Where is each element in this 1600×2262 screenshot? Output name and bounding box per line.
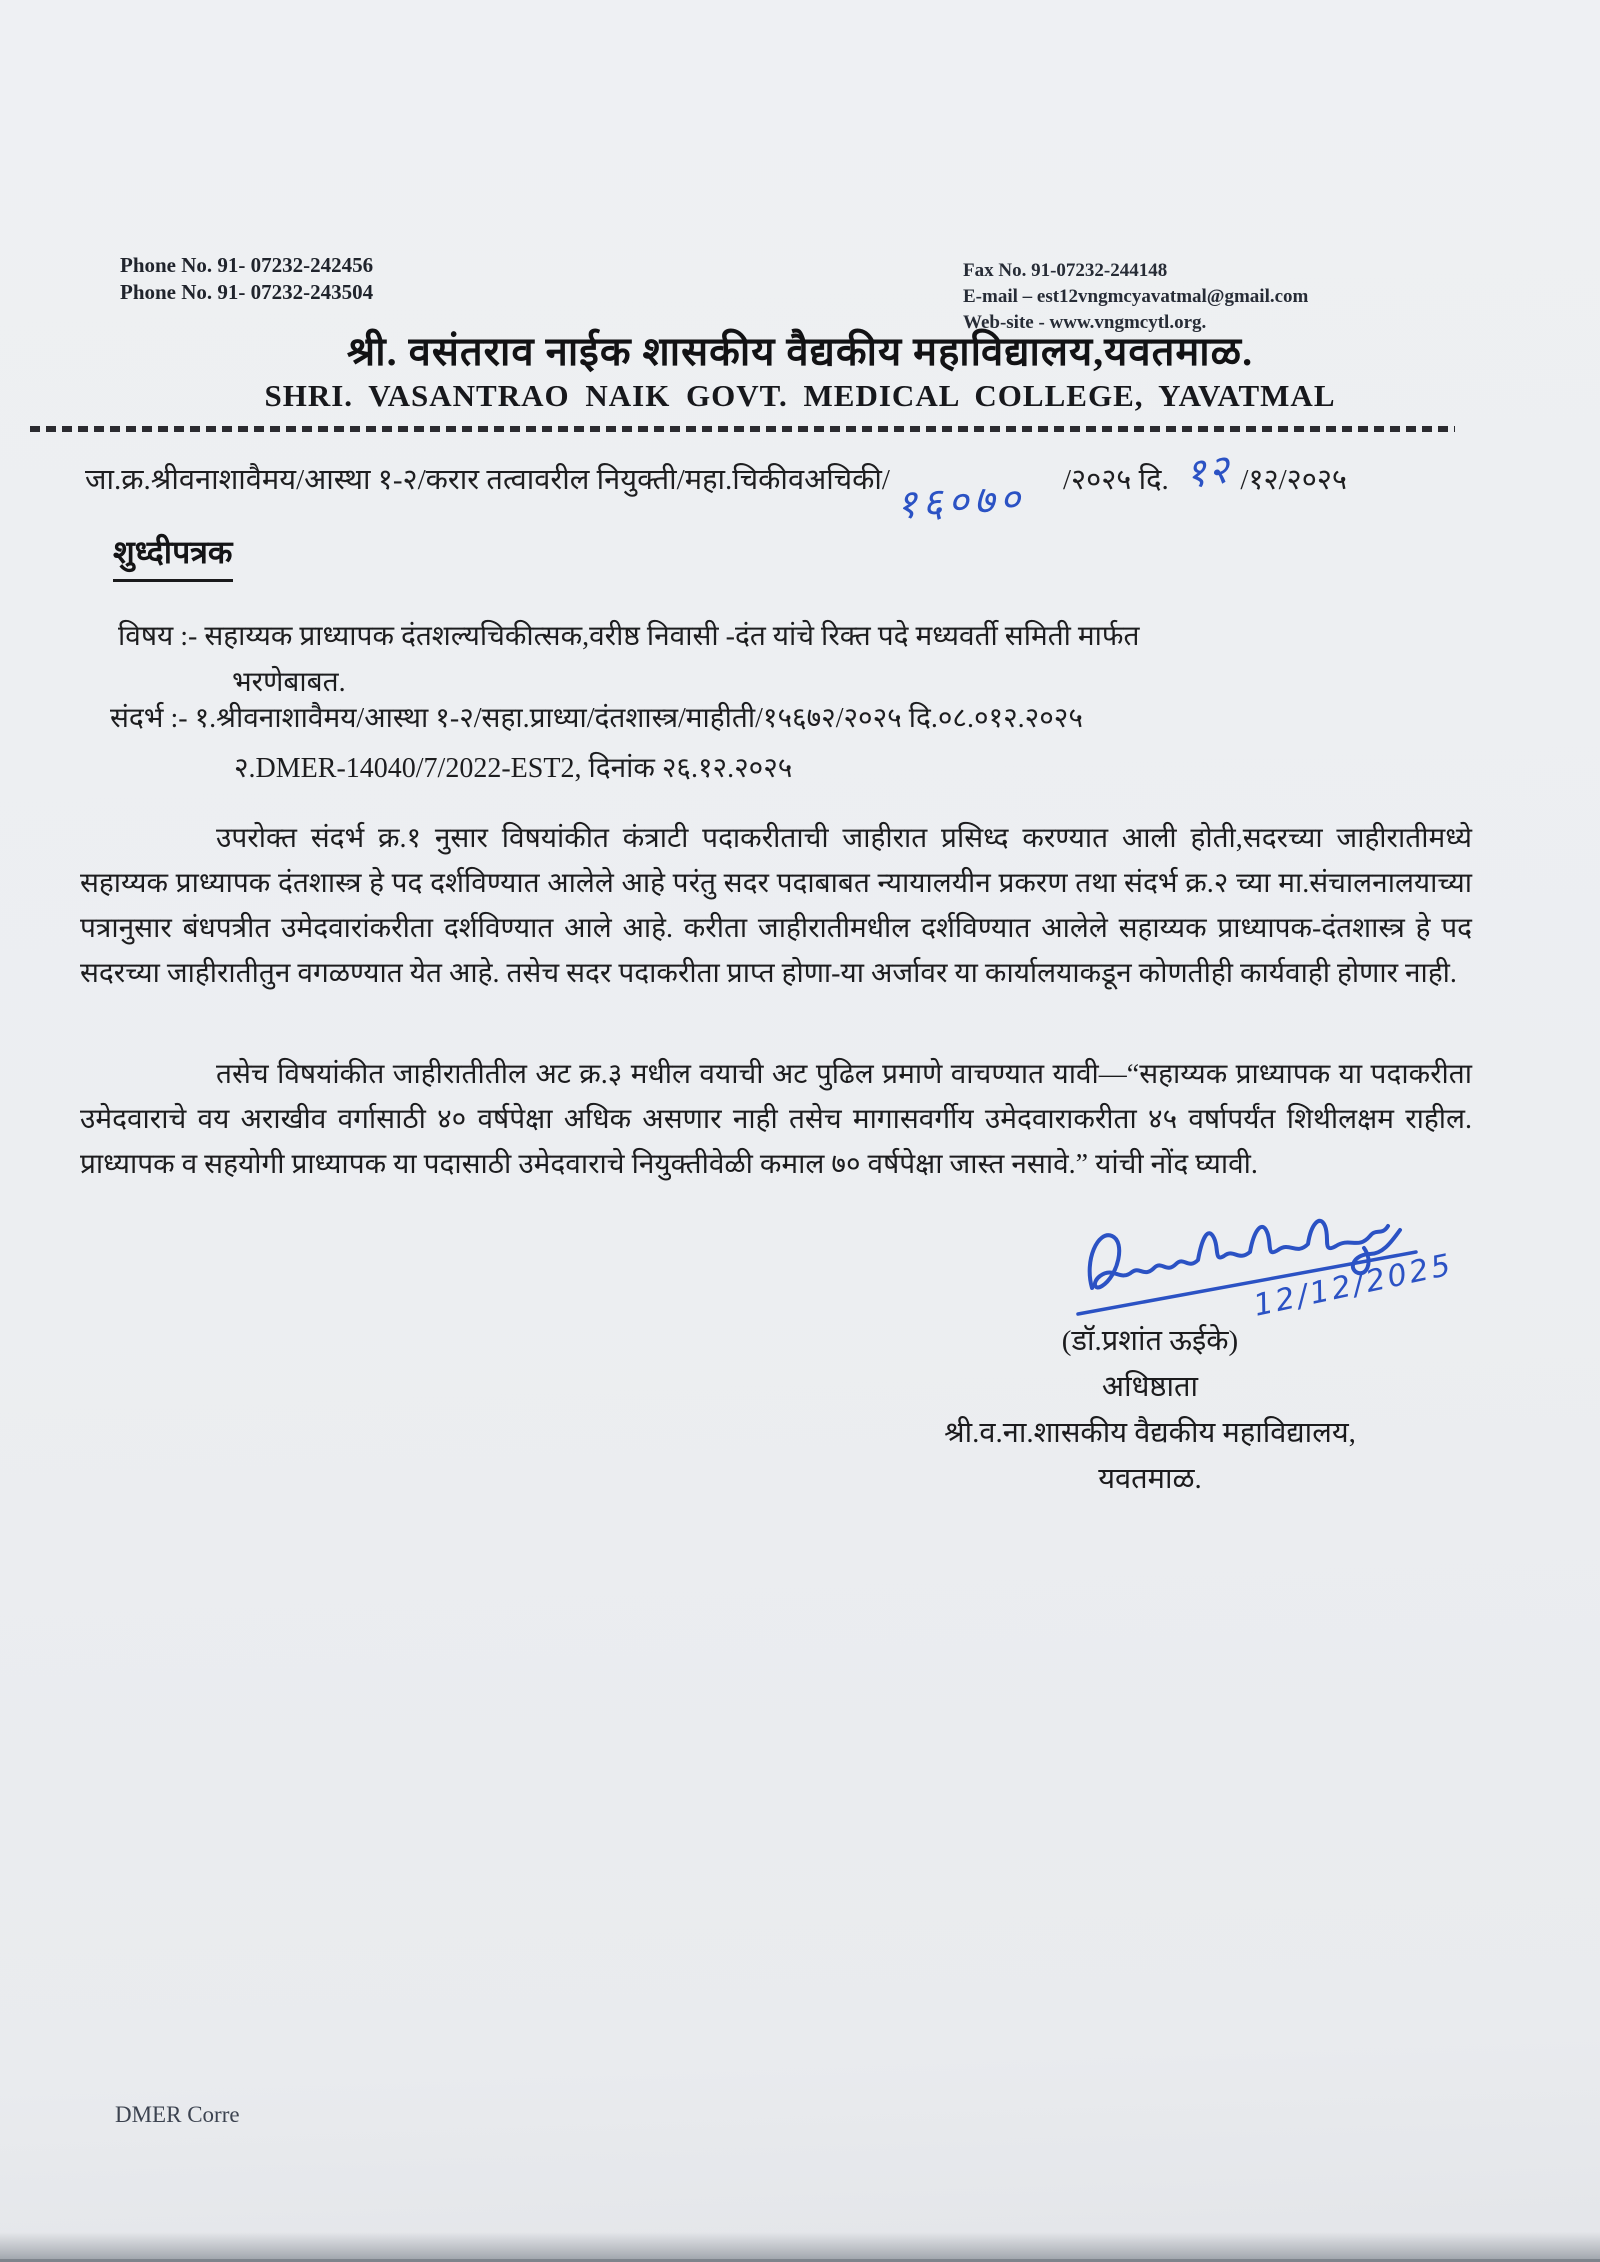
subject-line-1: विषय :- सहाय्यक प्राध्यापक दंतशल्यचिकीत्सक,वरीष्ठ निवासी -दंत यांचे रिक्त पदे मध्यवर्ती समिती मार्फत [118, 621, 1140, 652]
scan-bottom-edge [0, 2232, 1600, 2262]
corrigendum-heading: शुध्दीपत्रक [113, 530, 233, 582]
handwritten-day: १२ [1182, 446, 1234, 498]
reference-label: संदर्भ :- [110, 703, 188, 734]
phone-line-2: Phone No. 91- 07232-243504 [120, 280, 374, 304]
fax-line: Fax No. 91-07232-244148 [963, 260, 1168, 281]
ref-printed-middle: /२०२५ दि. [1063, 464, 1169, 496]
college-title-english: SHRI. VASANTRAO NAIK GOVT. MEDICAL COLLEGE, YAVATMAL [264, 378, 1336, 413]
ref-printed-suffix: /१२/२०२५ [1240, 464, 1348, 496]
reference-line-2: २.DMER-14040/7/2022-EST2, दिनांक २६.१२.२०२५ [234, 753, 793, 784]
subject-section [118, 614, 1478, 706]
college-title-marathi: श्री. वसंतराव नाईक शासकीय वैद्यकीय महाविद्यालय,यवतमाळ. [346, 329, 1254, 374]
signatory-block [860, 1318, 1440, 1502]
reference-line-1: संदर्भ :- १.श्रीवनाशावैमय/आस्था १-२/सहा.प्राध्या/दंतशास्त्र/माहीती/१५६७२/२०२५ दि.०८.०१२.२०२५ [110, 703, 1083, 734]
signatory-name: (डॉ.प्रशांत ऊईके) [1061, 1325, 1239, 1357]
body-paragraph-2: तसेच विषयांकीत जाहीरातीतील अट क्र.३ मधील वयाची अट पुढिल प्रमाणे वाचण्यात यावी—“सहाय्यक प्राध्यापक या पदाकरीता उमेदवाराचे वय अराखीव वर्गासाठी ४० वर्षपेक्षा अधिक असणार नाही तसेच मागासवर्गीय उमेदवाराकरीता ४५ वर्षापर्यंत शिथीलक्षम राहील. प्राध्यापक व सहयोगी प्राध्यापक या पदासाठी उमेदवाराचे नियुक्तीवेळी कमाल ७० वर्षपेक्षा जास्त नसावे.” यांची नोंद घ्यावी. [80, 1059, 1472, 1180]
outward-reference-line [85, 446, 1525, 529]
email-line: E-mail – est12vngmcyavatmal@gmail.com [963, 286, 1309, 307]
handwritten-signature-date: 12/12/2025 [1250, 1247, 1457, 1324]
dashed-divider [30, 426, 1455, 432]
contact-phone-block [120, 252, 373, 306]
handwritten-outward-number: १६०७० [895, 475, 1027, 529]
signatory-org-line-2: यवतमाळ. [1098, 1463, 1202, 1495]
subject-label: विषय :- [118, 621, 198, 652]
footer-annotation: DMER Corre [115, 2102, 240, 2127]
subject-line-2: भरणेबाबत. [232, 667, 346, 698]
ref-printed-prefix: जा.क्र.श्रीवनाशावैमय/आस्था १-२/करार तत्वावरील नियुक्ती/महा.चिकीवअचिकी/ [85, 464, 890, 496]
signatory-org-line-1: श्री.व.ना.शासकीय वैद्यकीय महाविद्यालय, [944, 1417, 1356, 1449]
website-line: Web-site - www.vngmcytl.org. [963, 312, 1207, 333]
body-paragraph-1: उपरोक्त संदर्भ क्र.१ नुसार विषयांकीत कंत्राटी पदाकरीताची जाहीरात प्रसिध्द करण्यात आली होती,सदरच्या जाहीरातीमध्ये सहाय्यक प्राध्यापक दंतशास्त्र हे पद दर्शविण्यात आलेले आहे परंतु सदर पदाबाबत न्यायालयीन प्रकरण तथा संदर्भ क्र.२ च्या मा.संचालनालयाच्या पत्रानुसार बंधपत्रीत उमेदवारांकरीता दर्शविण्यात आले आहे. करीता जाहीरातीमधील दर्शविण्यात आलेले सहाय्यक प्राध्यापक-दंतशास्त्र हे पद सदरच्या जाहीरातीतुन वगळण्यात येत आहे. तसेच सदर पदाकरीता प्राप्त होणा-या अर्जावर या कार्यालयाकडून कोणतीही कार्यवाही होणार नाही. [80, 823, 1472, 989]
reference-section [110, 694, 1490, 794]
phone-line-1: Phone No. 91- 07232-242456 [120, 253, 374, 277]
signatory-designation: अधिष्ठाता [1101, 1371, 1199, 1403]
